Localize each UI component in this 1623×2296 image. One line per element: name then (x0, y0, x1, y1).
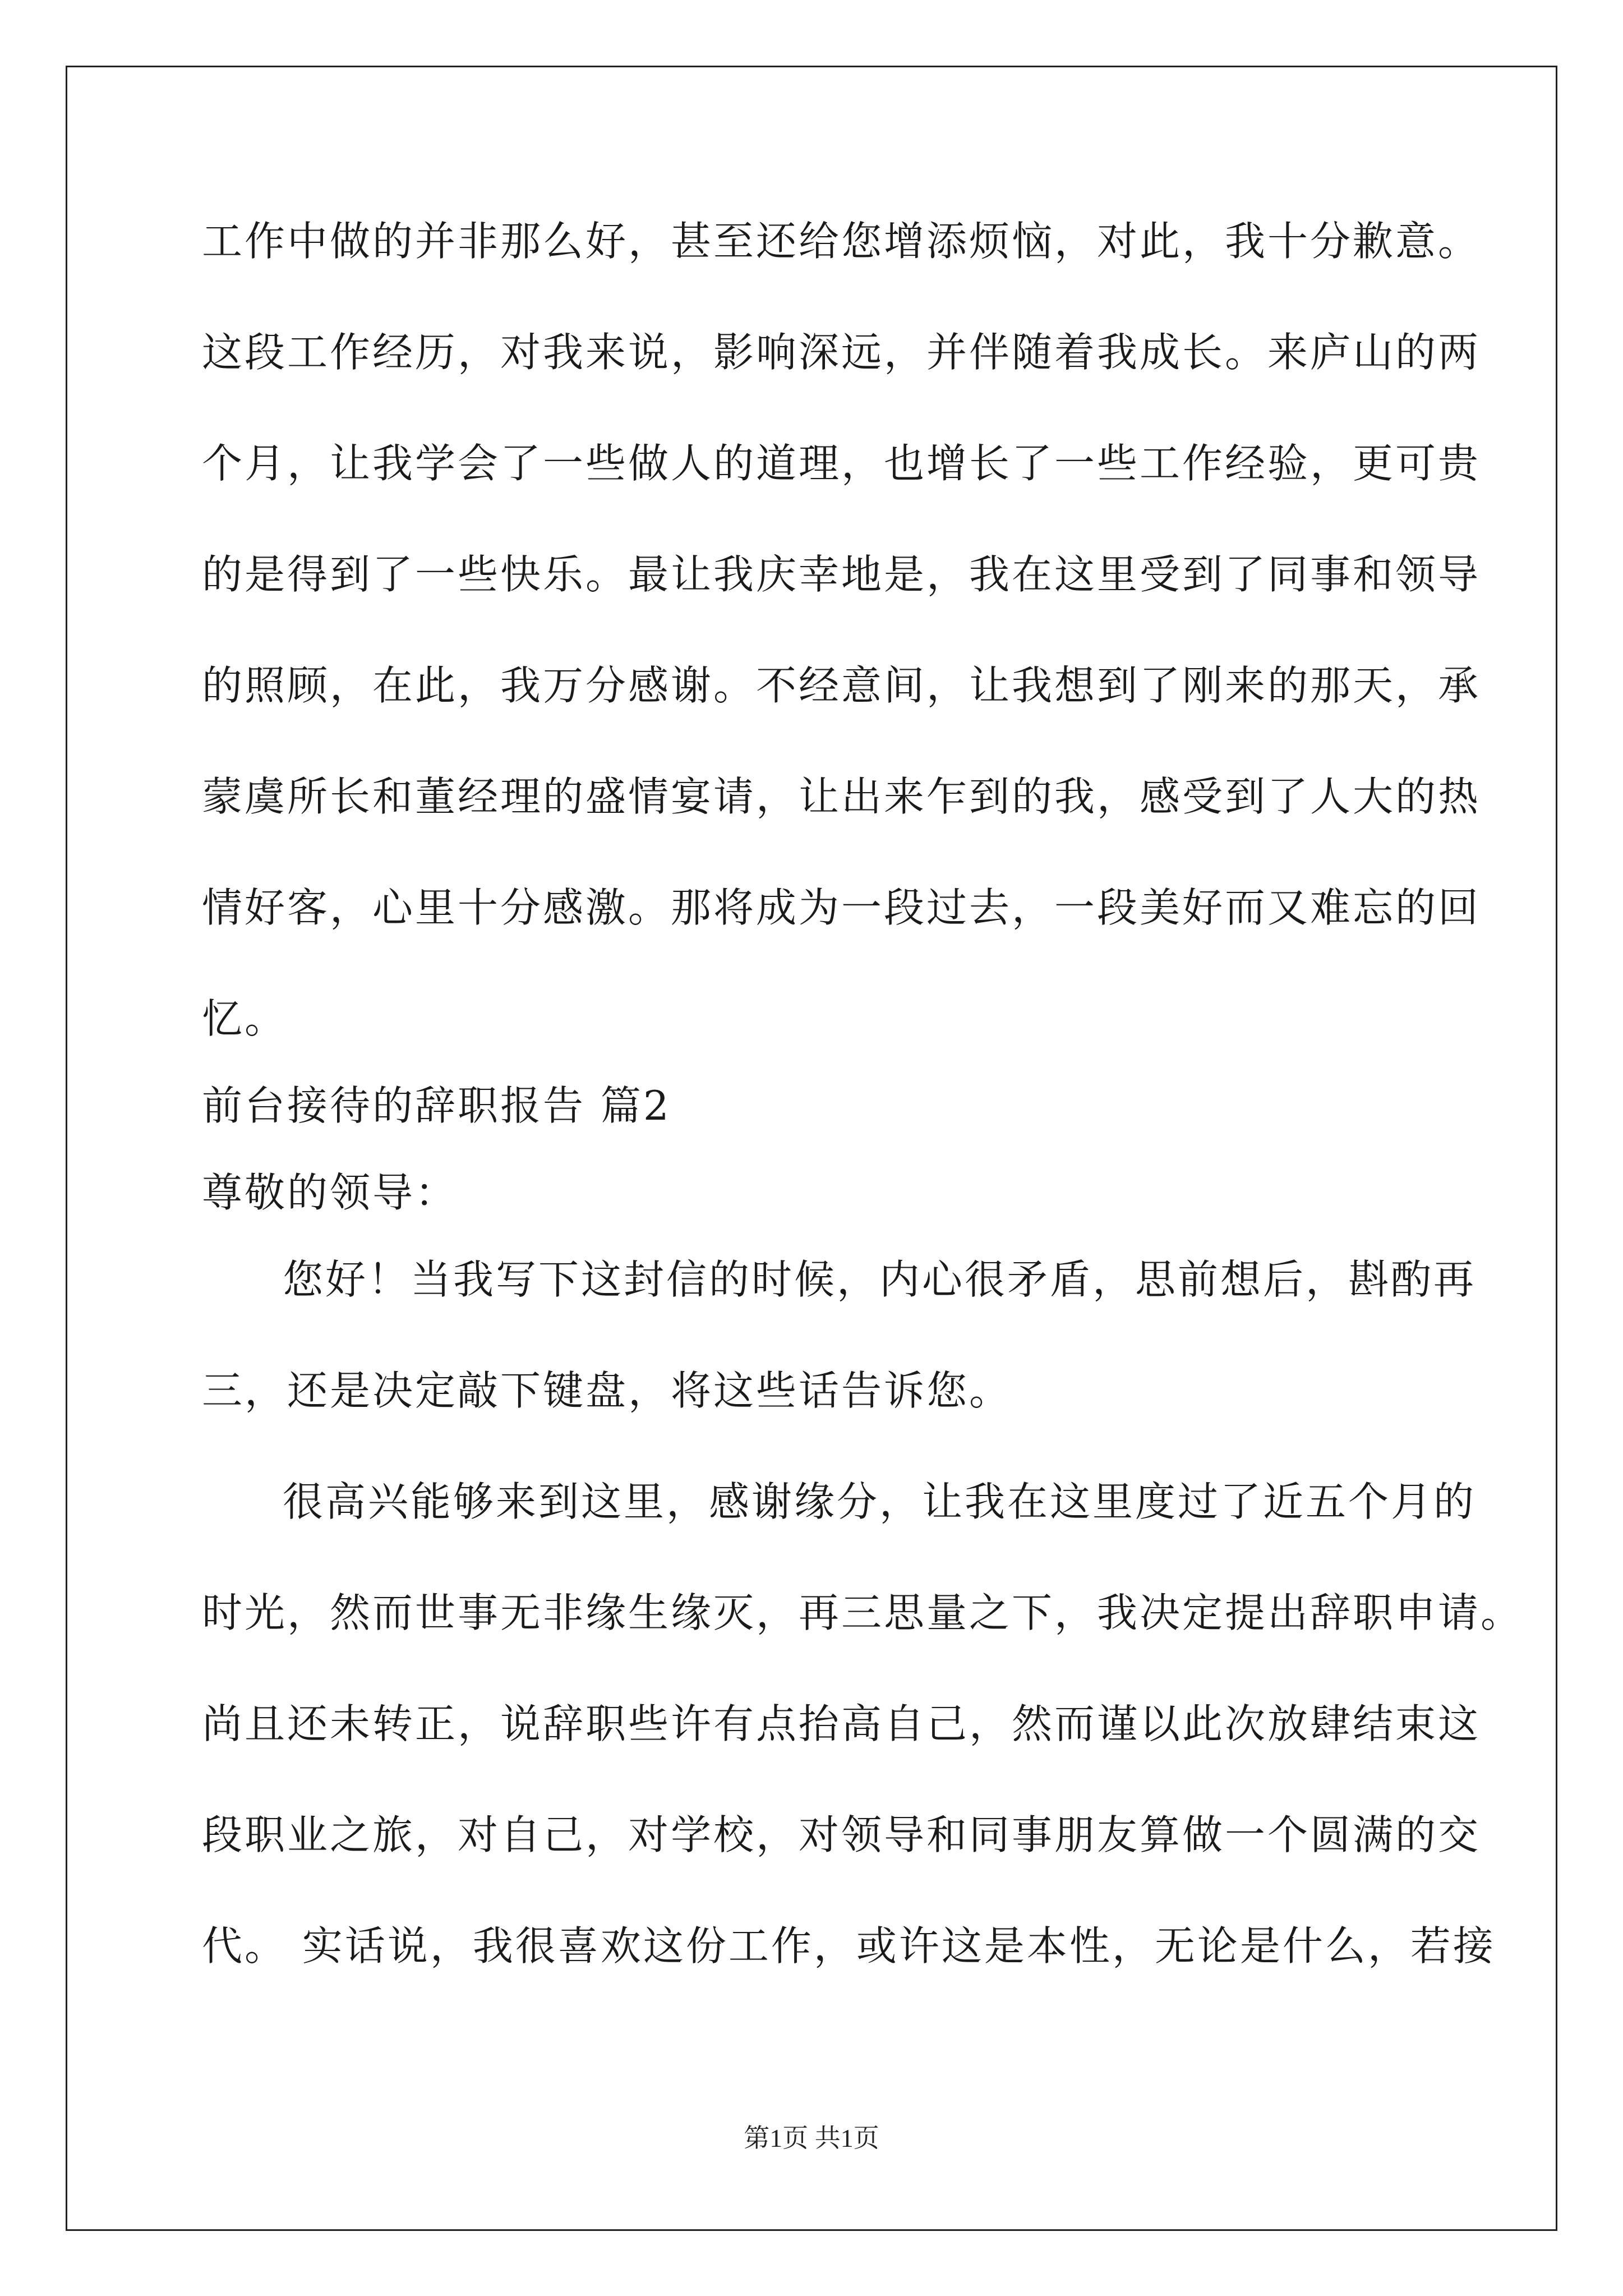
text-line: 时光，然而世事无非缘生缘灭，再三思量之下，我决定提出辞职申请。 (202, 1589, 1524, 1636)
text-line: 尚且还未转正，说辞职些许有点抬高自己，然而谨以此次放肆结束这 (202, 1700, 1481, 1747)
text-line: 忆。 (202, 995, 288, 1042)
text-line: 代。 实话说，我很喜欢这份工作，或许这是本性，无论是什么，若接 (202, 1922, 1496, 1970)
text-line: 工作中做的并非那么好，甚至还给您增添烦恼，对此，我十分歉意。 (202, 218, 1481, 265)
text-line: 的是得到了一些快乐。最让我庆幸地是，我在这里受到了同事和领导 (202, 551, 1481, 598)
text-line: 段职业之旅，对自己，对学校，对领导和同事朋友算做一个圆满的交 (202, 1811, 1481, 1858)
text-line: 个月，让我学会了一些做人的道理，也增长了一些工作经验，更可贵 (202, 440, 1481, 487)
text-line: 这段工作经历，对我来说，影响深远，并伴随着我成长。来庐山的两 (202, 329, 1481, 376)
text-line: 情好客，心里十分感激。那将成为一段过去，一段美好而又难忘的回 (202, 884, 1481, 931)
section-heading: 前台接待的辞职报告 篇2 (202, 1082, 671, 1129)
text-line: 的照顾，在此，我万分感谢。不经意间，让我想到了刚来的那天，承 (202, 662, 1481, 709)
text-line: 三，还是决定敲下键盘，将这些话告诉您。 (202, 1367, 1012, 1414)
document-body (202, 213, 1524, 2029)
text-line: 蒙虞所长和董经理的盛情宴请，让出来乍到的我，感受到了人大的热 (202, 773, 1481, 820)
text-line: 您好！当我写下这封信的时候，内心很矛盾，思前想后，斟酌再 (283, 1256, 1477, 1303)
page-footer: 第1页 共1页 (744, 2124, 879, 2152)
text-line: 很高兴能够来到这里，感谢缘分，让我在这里度过了近五个月的 (283, 1478, 1477, 1525)
salutation: 尊敬的领导： (202, 1169, 458, 1216)
